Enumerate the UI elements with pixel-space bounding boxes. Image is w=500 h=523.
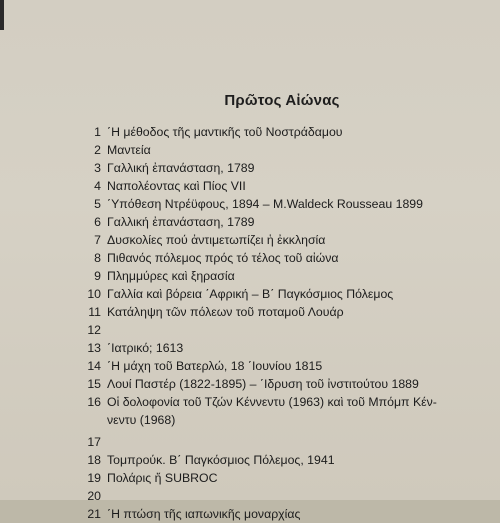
entry-text: Πλημμύρες καὶ ξηρασία [107, 269, 235, 283]
page-title-text: Πρῶτος Αἰώνας [224, 92, 340, 109]
entry-number: 13 [87, 341, 101, 355]
entry-text: Πιθανός πόλεμος πρός τό τέλος τοῦ αἰώνα [107, 251, 339, 265]
entry-number: 21 [87, 507, 101, 521]
entry-number: 5 [94, 197, 101, 211]
entry-number: 3 [94, 161, 101, 175]
entry-text: Λουί Παστέρ (1822-1895) – ΄Ιδρυση τοῦ ἰνστιτούτου 1889 [107, 377, 419, 391]
entry-text: ΄Ιατρικό; 1613 [107, 341, 184, 355]
entry-number: 10 [87, 287, 101, 301]
entry-text: Ναπολέοντας καὶ Πίος VII [107, 179, 246, 193]
entry-number: 4 [94, 179, 101, 193]
entry-text: Δυσκολίες πού ἀντιμετωπίζει ἡ ἐκκλησία [107, 233, 326, 247]
entry-number: 15 [87, 377, 101, 391]
entry-number: 1 [94, 125, 101, 139]
entry-text: ΄Υπόθεση Ντρέϋφους, 1894 – M.Waldeck Rousseau 1899 [107, 197, 423, 211]
entry-text: Γαλλική ἐπανάσταση, 1789 [107, 215, 255, 229]
entry-number: 7 [94, 233, 101, 247]
page-edge-shadow [0, 0, 4, 30]
entry-number: 2 [94, 143, 101, 157]
entry-number: 8 [94, 251, 101, 265]
entry-number: 16 [87, 395, 101, 409]
entry-number: 19 [87, 471, 101, 485]
entry-text: Οἱ δολοφονία τοῦ Τζών Κέννεντυ (1963) καὶ τοῦ Μπόμπ Κέν- [107, 395, 437, 409]
entry-text: Πολάρις ἤ SUBROC [107, 471, 218, 485]
entry-text: ΄Η πτώση τῆς ιαπωνικῆς μοναρχίας [107, 507, 301, 521]
page-title [0, 92, 500, 109]
entry-text: Γαλλία καὶ βόρεια ΄Αφρική – Β΄ Παγκόσμιος Πόλεμος [107, 287, 394, 301]
entry-number: 20 [87, 489, 101, 503]
entry-number: 6 [94, 215, 101, 229]
entry-text: Τομπρούκ. Β΄ Παγκόσμιος Πόλεμος, 1941 [107, 453, 335, 467]
entry-number: 14 [87, 359, 101, 373]
entry-number: 17 [87, 435, 101, 449]
entry-text: Μαντεία [107, 143, 151, 157]
entry-number: 9 [94, 269, 101, 283]
entry-text: ΄Η μέθοδος τῆς μαντικῆς τοῦ Νοστράδαμου [107, 125, 343, 139]
entry-number: 18 [87, 453, 101, 467]
entry-text-continuation: νεντυ (1968) [107, 413, 176, 427]
entry-text: ΄Η μάχη τοῦ Βατερλώ, 18 ΄Ιουνίου 1815 [107, 359, 323, 373]
entry-number: 11 [88, 305, 101, 319]
entry-number: 12 [87, 323, 101, 337]
entry-text: Γαλλική ἐπανάσταση, 1789 [107, 161, 255, 175]
entry-text: Κατάληψη τῶν πόλεων τοῦ ποταμοῦ Λουάρ [107, 305, 344, 319]
